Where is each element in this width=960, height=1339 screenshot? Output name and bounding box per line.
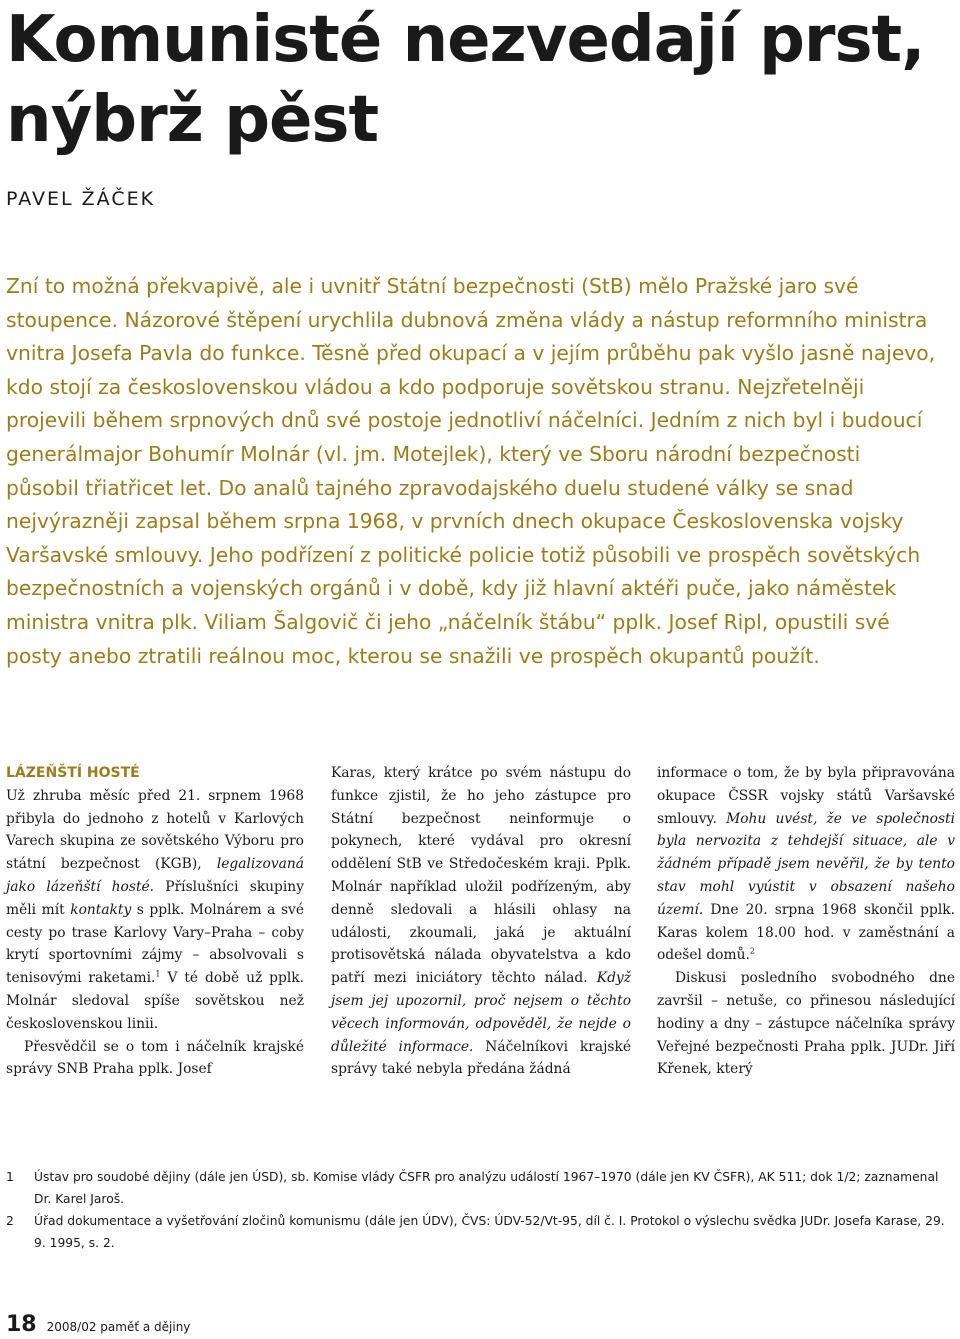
footnote-number: 1: [6, 1170, 14, 1184]
article-title: [6, 0, 946, 160]
text-run: Dne 20. srpna 1968 skončil pplk. Karas kolem 18.00 hod. v zaměstnání a odešel domů.: [657, 901, 955, 964]
body-paragraph: [331, 762, 631, 1081]
journal-name: 2008/02 paměť a dějiny: [46, 1320, 191, 1334]
text-run: Už zhruba měsíc před 21. srpnem 1968 přibyla do jednoho z hotelů v Karlových Varech skupina ze sovětského Výboru pro státní bezpečnost (KGB),: [6, 787, 304, 873]
body-column-2: [331, 762, 631, 1081]
body-paragraph: Přesvědčil se o tom i náčelník krajské správy SNB Praha pplk. Josef: [6, 1038, 304, 1078]
body-column-1: [6, 762, 304, 1081]
footnote-number: 2: [6, 1214, 14, 1228]
body-paragraph: [6, 785, 304, 1036]
footnote-item: [6, 1210, 946, 1254]
body-column-3: [657, 762, 955, 1081]
italic-text-run: Když jsem jej upozornil, proč nejsem o těchto věcech informován, odpověděl, že nejde o důležité informace.: [331, 970, 631, 1055]
italic-text-run: kontakty: [70, 901, 132, 918]
lead-paragraph: Zní to možná překvapivě, ale i uvnitř Státní bezpečnosti (StB) mělo Pražské jaro své stoupence. Názorové štěpení urychlila dubnová změna vlády a nástup reformního ministra vnitra Josefa Pavla do funkce. Těsně před okupací a v jejím průběhu pak vyšlo jasně najevo, kdo stojí za československou vládou a kdo podporuje sovětskou stranu. Nejzřetelněji projevili během srpnových dnů své postoje jednotliví náčelníci. Jedním z nich byl i budoucí generálmajor Bohumír Molnár (vl. jm. Motejlek), který ve Sboru národní bezpečnosti působil třiatřicet let. Do analů tajného zpravodajského duelu studené války se snad nejvýrazněji zapsal během srpna 1968, v prvních dnech okupace Československa vojsky Varšavské smlouvy. Jeho podřízení z politické policie totiž působili ve prospěch sovětských bezpečnostních a vojenských orgánů i v době, kdy již hlavní aktéři puče, jako náměstek ministra vnitra plk. Viliam Šalgovič či jeho „náčelník štábu“ pplk. Josef Ripl, opustili své posty anebo ztratili reálnou moc, kterou se snažili ve prospěch okupantů použít.: [6, 274, 936, 668]
section-heading: LÁZEŇŠTÍ HOSTÉ: [6, 765, 140, 781]
footnote-text: Úřad dokumentace a vyšetřování zločinů komunismu (dále jen ÚDV), ČVS: ÚDV-52/Vt-95, díl č. I. Protokol o výslechu svědka JUDr. Josefa Karase, 29. 9. 1995, s. 2.: [34, 1214, 945, 1250]
footnote-text: Ústav pro soudobé dějiny (dále jen ÚSD), sb. Komise vlády ČSFR pro analýzu událostí 1967–1970 (dále jen KV ČSFR), AK 511; dok 1/2; zaznamenal Dr. Karel Jaroš.: [34, 1170, 939, 1206]
footnotes: [6, 1166, 946, 1254]
italic-text-run: legalizovaná jako lázeňští hosté: [6, 856, 304, 895]
page-number: 18: [6, 1312, 37, 1337]
footnote-item: [6, 1166, 946, 1210]
footnote-ref-2[interactable]: 2: [749, 946, 755, 956]
title-line-1: Komunisté nezvedají prst,: [6, 3, 925, 77]
text-run: informace o tom, že by byla připravována okupace ČSSR vojsky států Varšavské smlouvy.: [657, 765, 955, 827]
text-run: Náčelníkovi krajské správy také nebyla předána žádná: [331, 1038, 631, 1078]
author-name: PAVEL ŽÁČEK: [6, 188, 156, 210]
footnote-ref-1[interactable]: 1: [155, 969, 161, 979]
text-run: Karas, který krátce po svém nástupu do funkce zjistil, že ho jeho zástupce pro Státní bezpečnost neinformuje o pokynech, které vydával pro okresní oddělení StB ve Středočeském kraji. Pplk. Molnár například uložil podřízeným, aby denně sledovali a hlásili ohlasy na události, zkoumali, jaká je aktuální protisovětská nálada obyvatelstva a kdo patří mezi iniciátory těchto nálad.: [331, 765, 631, 987]
text-run: V té době už pplk. Molnár sledoval spíše sovětskou než československou linii.: [6, 970, 304, 1032]
italic-text-run: Mohu uvést, že ve společnosti byla nervozita z tehdejší situace, ale v žádném případě jsem nevěřil, že by tento stav mohl vyústit v obsazení našeho území.: [657, 810, 956, 918]
text-run: s pplk. Molnárem a své cesty po trase Karlovy Vary–Praha – coby krytí sportovními zájmy – absolvovali s tenisovými raketami.: [6, 901, 304, 987]
page-footer: [6, 1312, 190, 1337]
title-line-2: nýbrž pěst: [6, 83, 379, 157]
text-run: . Příslušníci skupiny měli mít: [6, 878, 304, 918]
body-paragraph: [657, 762, 955, 967]
body-paragraph: Diskusi posledního svobodného dne završil – netuše, co přinesou následující hodiny a dny – zástupce náčelníka správy Veřejné bezpečnosti Praha pplk. JUDr. Jiří Křenek, který: [657, 970, 955, 1078]
